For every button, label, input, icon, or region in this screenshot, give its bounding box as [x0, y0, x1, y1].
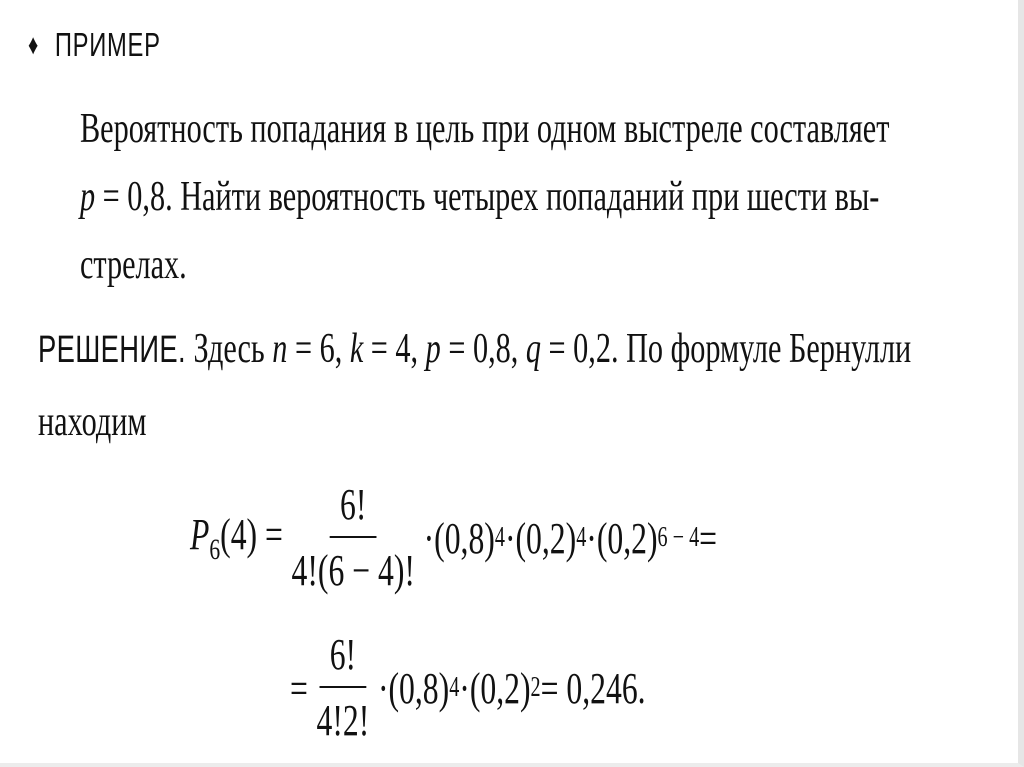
var-q: q [525, 326, 541, 372]
solution-paragraph [38, 313, 911, 458]
term-0-2: ·(0,2) [459, 663, 531, 713]
solution-tag: РЕШЕНИЕ. [38, 329, 186, 371]
var-k: k [349, 326, 364, 372]
term-0-8: ·(0,8) [423, 513, 495, 563]
lhs-sub: 6 [209, 533, 221, 566]
formula1-fraction [292, 480, 415, 596]
fraction-denominator: 4!2! [316, 696, 370, 745]
problem-line-3: стрелах. [80, 242, 187, 288]
bernoulli-formula-step-1 [190, 480, 717, 596]
fraction-numerator: 6! [320, 630, 367, 688]
q-value-and-text: = 0,2. По формуле Бернулли [540, 326, 912, 372]
formula2-fraction [317, 630, 370, 746]
lhs-var: P [190, 510, 210, 559]
var-n: n [272, 326, 288, 372]
exp-term-0-2: 2 [530, 672, 541, 703]
solution-text: Здесь [185, 326, 273, 372]
heading-title: ПРИМЕР [54, 26, 161, 63]
lhs-arg: (4) = [220, 510, 283, 559]
fraction-denominator: 4!(6 − 4)! [291, 546, 415, 595]
formula1-equals: = [699, 513, 718, 563]
problem-line-2 [80, 163, 966, 231]
term-0-2-a: ·(0,2) [504, 513, 577, 563]
term-0-2-b: ·(0,2) [586, 513, 658, 563]
p-value: = 0,8, [440, 326, 526, 372]
var-p: p [80, 174, 96, 220]
n-value: = 6, [287, 326, 350, 372]
problem-line-1: Вероятность попадания в цель при одном выстреле составляет [80, 106, 890, 152]
fraction-numerator: 6! [330, 480, 377, 538]
exp-term-0-8: 4 [449, 672, 460, 703]
problem-statement [80, 95, 966, 299]
diamond-bullet-icon: ♦ [28, 29, 40, 60]
problem-line-2-text: = 0,8. Найти вероятность четырех попаданий при шести вы- [95, 174, 880, 220]
solution-line-1 [38, 313, 911, 386]
bernoulli-formula-step-2 [290, 630, 646, 746]
exp-term-0-2-a: 4 [576, 522, 587, 553]
var-p: p [425, 326, 441, 372]
formula-result: = 0,246. [540, 663, 646, 713]
formula2-lead-equals: = [290, 663, 308, 713]
example-heading [28, 26, 161, 64]
solution-line-2: находим [38, 399, 147, 445]
formula1-lhs [190, 509, 283, 567]
k-value: = 4, [363, 326, 426, 372]
exp-term-0-2-b: 6 − 4 [657, 522, 700, 553]
exp-term-0-8: 4 [494, 522, 505, 553]
term-0-8: ·(0,8) [377, 663, 450, 713]
